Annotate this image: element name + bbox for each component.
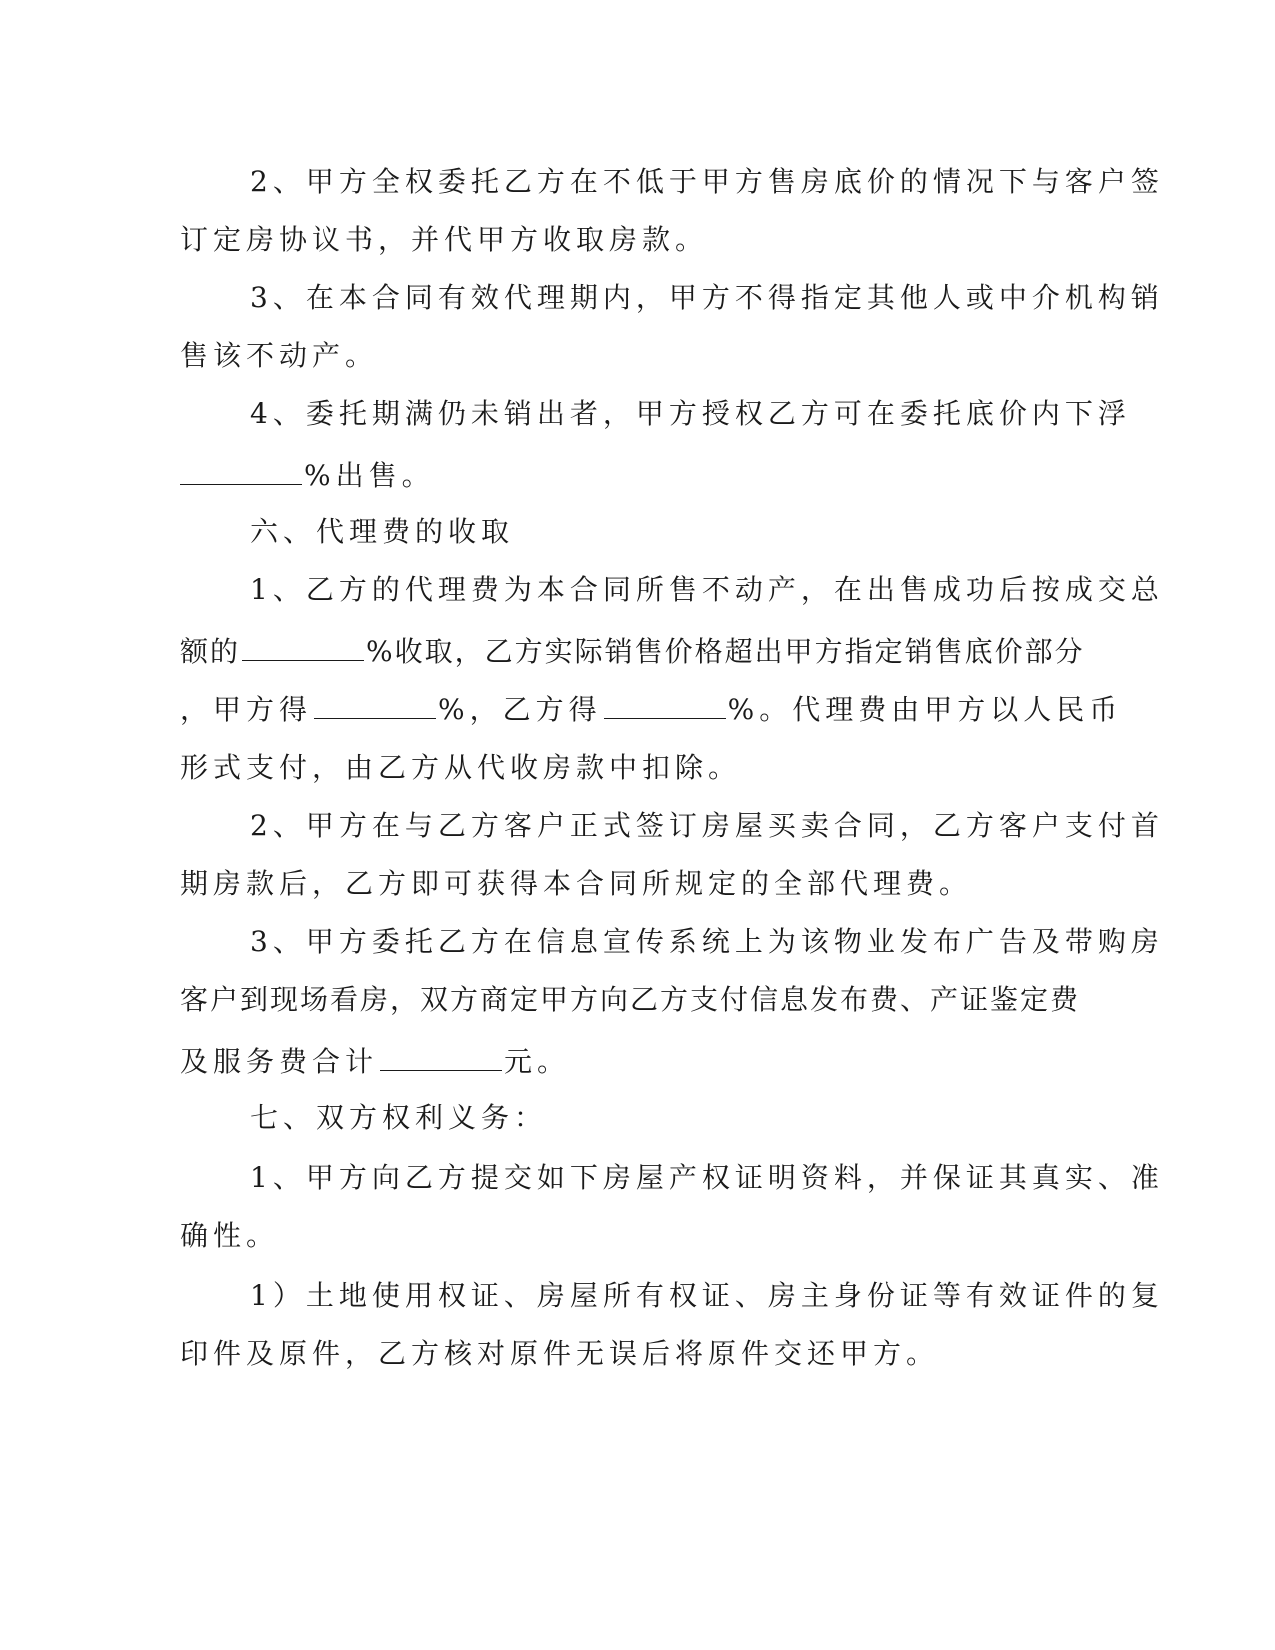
paragraph-line: 2、甲方在与乙方客户正式签订房屋买卖合同，乙方客户支付首: [250, 809, 1164, 842]
paragraph-line: 形式支付，由乙方从代收房款中扣除。: [180, 751, 742, 784]
paragraph-line: 1、甲方向乙方提交如下房屋产权证明资料，并保证其真实、准: [250, 1161, 1164, 1194]
fill-in-blank: [604, 688, 726, 719]
section-heading: 六、代理费的收取: [250, 515, 515, 548]
paragraph-line: 3、甲方委托乙方在信息宣传系统上为该物业发布广告及带购房: [250, 925, 1164, 958]
paragraph-line: 确性。: [180, 1219, 280, 1252]
paragraph-text: %，乙方得: [438, 693, 602, 726]
paragraph-line: 2、甲方全权委托乙方在不低于甲方售房底价的情况下与客户签: [250, 165, 1164, 198]
paragraph-line: [180, 1040, 1080, 1080]
paragraph-line: 1、乙方的代理费为本合同所售不动产，在出售成功后按成交总: [250, 573, 1164, 606]
paragraph-line: [180, 630, 1085, 670]
paragraph-line: 客户到现场看房，双方商定甲方向乙方支付信息发布费、产证鉴定费: [180, 983, 1081, 1016]
paragraph-line: 售该不动产。: [180, 339, 379, 372]
fill-in-blank: [314, 688, 436, 719]
fill-in-blank: [380, 1040, 502, 1071]
paragraph-line: 3、在本合同有效代理期内，甲方不得指定其他人或中介机构销: [250, 281, 1164, 314]
paragraph-text: 额的: [180, 635, 241, 668]
fill-in-blank: [242, 630, 364, 661]
paragraph-text: 及服务费合计: [180, 1045, 379, 1078]
fill-in-blank: [180, 454, 302, 485]
paragraph-line: 期房款后，乙方即可获得本合同所规定的全部代理费。: [180, 867, 973, 900]
paragraph-text: %收取，乙方实际销售价格超出甲方指定销售底价部分: [366, 635, 1085, 668]
paragraph-text: 元。: [504, 1045, 571, 1078]
paragraph-text: ，甲方得: [180, 693, 313, 726]
paragraph-line: 4、委托期满仍未销出者，甲方授权乙方可在委托底价内下浮: [250, 397, 1131, 430]
paragraph-line: 印件及原件，乙方核对原件无误后将原件交还甲方。: [180, 1337, 940, 1370]
paragraph-line: [180, 688, 1123, 728]
paragraph-line: [180, 454, 1080, 494]
section-heading: 七、双方权利义务：: [250, 1101, 548, 1134]
paragraph-text: %出售。: [304, 459, 435, 492]
paragraph-text: %。代理费由甲方以人民币: [727, 693, 1123, 726]
paragraph-line: 1）土地使用权证、房屋所有权证、房主身份证等有效证件的复: [250, 1279, 1164, 1312]
paragraph-line: 订定房协议书，并代甲方收取房款。: [180, 223, 709, 256]
